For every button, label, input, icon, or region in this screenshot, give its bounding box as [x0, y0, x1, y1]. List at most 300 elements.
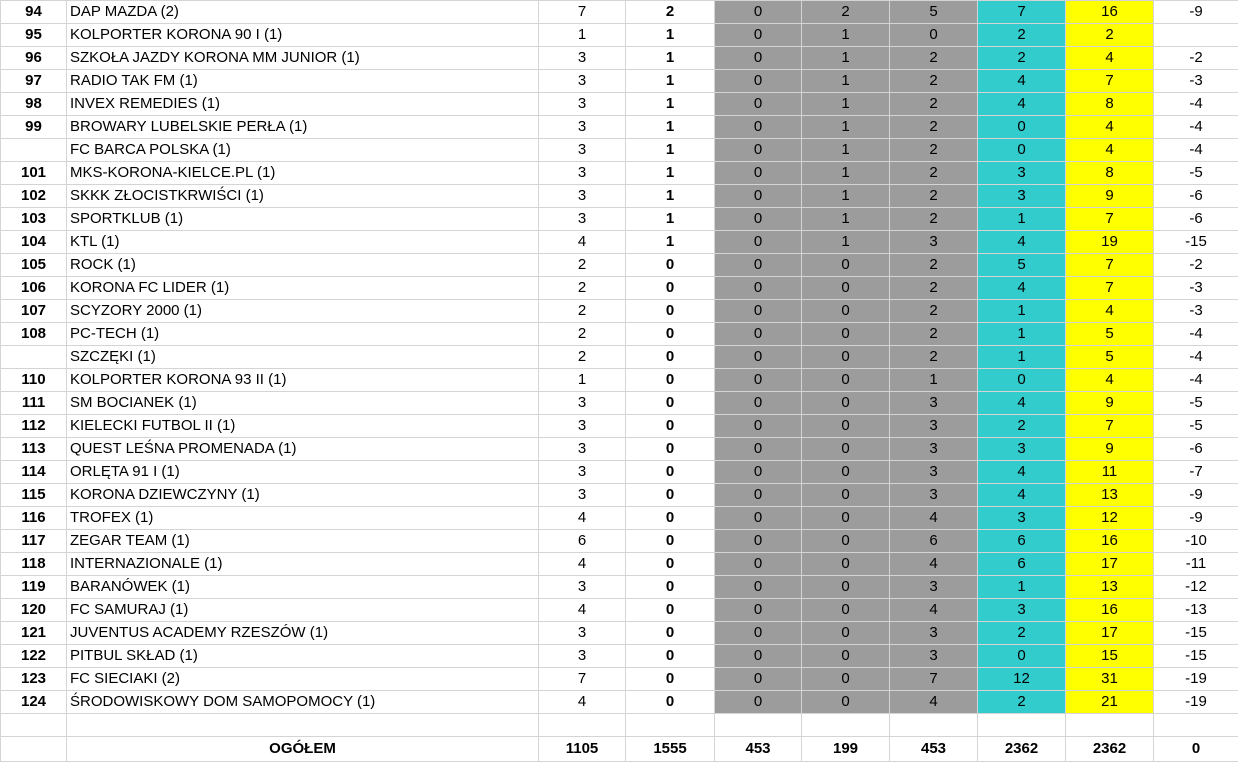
goals-for-cell[interactable]: 1 [978, 576, 1066, 599]
goal-difference-cell[interactable]: -13 [1154, 599, 1238, 622]
losses-cell[interactable]: 2 [890, 70, 978, 93]
goals-for-cell[interactable]: 4 [978, 93, 1066, 116]
goals-against-cell[interactable]: 7 [1066, 208, 1154, 231]
losses-cell[interactable]: 6 [890, 530, 978, 553]
wins-cell[interactable]: 0 [715, 599, 802, 622]
team-name-cell[interactable]: KIELECKI FUTBOL II (1) [67, 415, 539, 438]
points-cell[interactable]: 1 [626, 185, 715, 208]
wins-cell[interactable]: 0 [715, 438, 802, 461]
rank-cell[interactable] [1, 346, 67, 369]
cell-empty[interactable] [1, 714, 67, 737]
played-cell[interactable]: 1 [539, 24, 626, 47]
goal-difference-cell[interactable]: -4 [1154, 323, 1238, 346]
goals-for-cell[interactable]: 6 [978, 553, 1066, 576]
played-cell[interactable]: 3 [539, 93, 626, 116]
team-name-cell[interactable]: ZEGAR TEAM (1) [67, 530, 539, 553]
rank-cell[interactable]: 124 [1, 691, 67, 714]
played-cell[interactable]: 7 [539, 1, 626, 24]
goals-against-cell[interactable]: 17 [1066, 622, 1154, 645]
goal-difference-cell[interactable] [1154, 24, 1238, 47]
draws-cell[interactable]: 1 [802, 139, 890, 162]
goals-for-cell[interactable]: 3 [978, 438, 1066, 461]
draws-cell[interactable]: 0 [802, 484, 890, 507]
goal-difference-cell[interactable]: -19 [1154, 691, 1238, 714]
goals-against-cell[interactable]: 9 [1066, 392, 1154, 415]
rank-cell[interactable]: 107 [1, 300, 67, 323]
goal-difference-cell[interactable]: -6 [1154, 185, 1238, 208]
total-goals-for[interactable]: 2362 [978, 737, 1066, 762]
team-name-cell[interactable]: SCYZORY 2000 (1) [67, 300, 539, 323]
played-cell[interactable]: 2 [539, 346, 626, 369]
played-cell[interactable]: 3 [539, 484, 626, 507]
wins-cell[interactable]: 0 [715, 24, 802, 47]
losses-cell[interactable]: 3 [890, 576, 978, 599]
goals-against-cell[interactable]: 4 [1066, 116, 1154, 139]
total-losses[interactable]: 453 [890, 737, 978, 762]
goals-against-cell[interactable]: 4 [1066, 47, 1154, 70]
played-cell[interactable]: 3 [539, 47, 626, 70]
rank-cell[interactable]: 117 [1, 530, 67, 553]
wins-cell[interactable]: 0 [715, 1, 802, 24]
goal-difference-cell[interactable]: -6 [1154, 208, 1238, 231]
draws-cell[interactable]: 0 [802, 668, 890, 691]
goal-difference-cell[interactable]: -5 [1154, 392, 1238, 415]
rank-cell[interactable]: 111 [1, 392, 67, 415]
goals-for-cell[interactable]: 2 [978, 415, 1066, 438]
points-cell[interactable]: 1 [626, 24, 715, 47]
played-cell[interactable]: 3 [539, 70, 626, 93]
rank-cell[interactable]: 97 [1, 70, 67, 93]
points-cell[interactable]: 0 [626, 599, 715, 622]
rank-cell[interactable]: 112 [1, 415, 67, 438]
wins-cell[interactable]: 0 [715, 208, 802, 231]
draws-cell[interactable]: 1 [802, 231, 890, 254]
wins-cell[interactable]: 0 [715, 461, 802, 484]
played-cell[interactable]: 3 [539, 139, 626, 162]
goals-for-cell[interactable]: 3 [978, 162, 1066, 185]
losses-cell[interactable]: 2 [890, 346, 978, 369]
team-name-cell[interactable]: PITBUL SKŁAD (1) [67, 645, 539, 668]
draws-cell[interactable]: 0 [802, 507, 890, 530]
totals-label[interactable]: OGÓŁEM [67, 737, 539, 762]
team-name-cell[interactable]: SZCZĘKI (1) [67, 346, 539, 369]
goals-for-cell[interactable]: 0 [978, 369, 1066, 392]
rank-cell[interactable]: 114 [1, 461, 67, 484]
draws-cell[interactable]: 0 [802, 277, 890, 300]
team-name-cell[interactable]: ŚRODOWISKOWY DOM SAMOPOMOCY (1) [67, 691, 539, 714]
goals-against-cell[interactable]: 8 [1066, 93, 1154, 116]
goals-against-cell[interactable]: 16 [1066, 599, 1154, 622]
played-cell[interactable]: 2 [539, 254, 626, 277]
wins-cell[interactable]: 0 [715, 47, 802, 70]
losses-cell[interactable]: 7 [890, 668, 978, 691]
wins-cell[interactable]: 0 [715, 691, 802, 714]
wins-cell[interactable]: 0 [715, 162, 802, 185]
team-name-cell[interactable]: KTL (1) [67, 231, 539, 254]
played-cell[interactable]: 3 [539, 576, 626, 599]
played-cell[interactable]: 2 [539, 300, 626, 323]
wins-cell[interactable]: 0 [715, 300, 802, 323]
rank-cell[interactable]: 120 [1, 599, 67, 622]
wins-cell[interactable]: 0 [715, 346, 802, 369]
losses-cell[interactable]: 3 [890, 484, 978, 507]
losses-cell[interactable]: 2 [890, 185, 978, 208]
losses-cell[interactable]: 2 [890, 162, 978, 185]
losses-cell[interactable]: 2 [890, 139, 978, 162]
goals-for-cell[interactable]: 4 [978, 461, 1066, 484]
goals-for-cell[interactable]: 4 [978, 277, 1066, 300]
played-cell[interactable]: 3 [539, 415, 626, 438]
losses-cell[interactable]: 3 [890, 461, 978, 484]
team-name-cell[interactable]: KORONA FC LIDER (1) [67, 277, 539, 300]
rank-cell[interactable]: 108 [1, 323, 67, 346]
rank-cell[interactable]: 106 [1, 277, 67, 300]
draws-cell[interactable]: 1 [802, 185, 890, 208]
losses-cell[interactable]: 4 [890, 691, 978, 714]
wins-cell[interactable]: 0 [715, 392, 802, 415]
goals-for-cell[interactable]: 0 [978, 116, 1066, 139]
goal-difference-cell[interactable]: -9 [1154, 484, 1238, 507]
cell-empty[interactable] [715, 714, 802, 737]
team-name-cell[interactable]: FC SAMURAJ (1) [67, 599, 539, 622]
wins-cell[interactable]: 0 [715, 484, 802, 507]
team-name-cell[interactable]: KOLPORTER KORONA 93 II (1) [67, 369, 539, 392]
goals-for-cell[interactable]: 7 [978, 1, 1066, 24]
goals-against-cell[interactable]: 13 [1066, 484, 1154, 507]
wins-cell[interactable]: 0 [715, 70, 802, 93]
goals-for-cell[interactable]: 2 [978, 47, 1066, 70]
team-name-cell[interactable]: QUEST LEŚNA PROMENADA (1) [67, 438, 539, 461]
goals-against-cell[interactable]: 11 [1066, 461, 1154, 484]
goals-for-cell[interactable]: 3 [978, 507, 1066, 530]
team-name-cell[interactable]: INVEX REMEDIES (1) [67, 93, 539, 116]
points-cell[interactable]: 0 [626, 668, 715, 691]
points-cell[interactable]: 0 [626, 300, 715, 323]
points-cell[interactable]: 0 [626, 553, 715, 576]
goal-difference-cell[interactable]: -4 [1154, 346, 1238, 369]
points-cell[interactable]: 0 [626, 576, 715, 599]
played-cell[interactable]: 3 [539, 208, 626, 231]
draws-cell[interactable]: 0 [802, 392, 890, 415]
rank-cell[interactable]: 121 [1, 622, 67, 645]
goals-against-cell[interactable]: 21 [1066, 691, 1154, 714]
points-cell[interactable]: 0 [626, 323, 715, 346]
team-name-cell[interactable]: TROFEX (1) [67, 507, 539, 530]
draws-cell[interactable]: 0 [802, 461, 890, 484]
total-points[interactable]: 1555 [626, 737, 715, 762]
played-cell[interactable]: 3 [539, 162, 626, 185]
played-cell[interactable]: 2 [539, 277, 626, 300]
points-cell[interactable]: 0 [626, 645, 715, 668]
goals-against-cell[interactable]: 2 [1066, 24, 1154, 47]
losses-cell[interactable]: 3 [890, 645, 978, 668]
played-cell[interactable]: 3 [539, 622, 626, 645]
team-name-cell[interactable]: INTERNAZIONALE (1) [67, 553, 539, 576]
goal-difference-cell[interactable]: -15 [1154, 645, 1238, 668]
points-cell[interactable]: 0 [626, 484, 715, 507]
cell-empty[interactable] [802, 714, 890, 737]
team-name-cell[interactable]: SM BOCIANEK (1) [67, 392, 539, 415]
team-name-cell[interactable]: ORLĘTA 91 I (1) [67, 461, 539, 484]
losses-cell[interactable]: 4 [890, 553, 978, 576]
played-cell[interactable]: 4 [539, 691, 626, 714]
goals-against-cell[interactable]: 4 [1066, 139, 1154, 162]
rank-cell[interactable] [1, 139, 67, 162]
points-cell[interactable]: 1 [626, 47, 715, 70]
wins-cell[interactable]: 0 [715, 553, 802, 576]
team-name-cell[interactable]: JUVENTUS ACADEMY RZESZÓW (1) [67, 622, 539, 645]
losses-cell[interactable]: 2 [890, 208, 978, 231]
rank-cell[interactable]: 118 [1, 553, 67, 576]
draws-cell[interactable]: 0 [802, 323, 890, 346]
wins-cell[interactable]: 0 [715, 254, 802, 277]
points-cell[interactable]: 0 [626, 415, 715, 438]
goals-against-cell[interactable]: 4 [1066, 300, 1154, 323]
total-goal-difference[interactable]: 0 [1154, 737, 1238, 762]
goals-for-cell[interactable]: 0 [978, 139, 1066, 162]
goals-against-cell[interactable]: 8 [1066, 162, 1154, 185]
goals-for-cell[interactable]: 2 [978, 691, 1066, 714]
losses-cell[interactable]: 3 [890, 415, 978, 438]
wins-cell[interactable]: 0 [715, 576, 802, 599]
goal-difference-cell[interactable]: -4 [1154, 369, 1238, 392]
draws-cell[interactable]: 2 [802, 1, 890, 24]
team-name-cell[interactable]: ROCK (1) [67, 254, 539, 277]
goal-difference-cell[interactable]: -6 [1154, 438, 1238, 461]
goals-against-cell[interactable]: 31 [1066, 668, 1154, 691]
goals-against-cell[interactable]: 7 [1066, 415, 1154, 438]
points-cell[interactable]: 0 [626, 346, 715, 369]
rank-cell[interactable]: 122 [1, 645, 67, 668]
goals-against-cell[interactable]: 5 [1066, 323, 1154, 346]
total-goals-against[interactable]: 2362 [1066, 737, 1154, 762]
points-cell[interactable]: 1 [626, 70, 715, 93]
draws-cell[interactable]: 0 [802, 553, 890, 576]
draws-cell[interactable]: 1 [802, 24, 890, 47]
team-name-cell[interactable]: FC BARCA POLSKA (1) [67, 139, 539, 162]
draws-cell[interactable]: 0 [802, 254, 890, 277]
goals-for-cell[interactable]: 1 [978, 208, 1066, 231]
draws-cell[interactable]: 0 [802, 622, 890, 645]
draws-cell[interactable]: 0 [802, 415, 890, 438]
wins-cell[interactable]: 0 [715, 645, 802, 668]
played-cell[interactable]: 4 [539, 231, 626, 254]
goal-difference-cell[interactable]: -2 [1154, 47, 1238, 70]
cell-empty[interactable] [626, 714, 715, 737]
team-name-cell[interactable]: MKS-KORONA-KIELCE.PL (1) [67, 162, 539, 185]
points-cell[interactable]: 0 [626, 438, 715, 461]
goals-for-cell[interactable]: 4 [978, 484, 1066, 507]
goals-for-cell[interactable]: 3 [978, 185, 1066, 208]
losses-cell[interactable]: 2 [890, 300, 978, 323]
rank-cell[interactable]: 98 [1, 93, 67, 116]
rank-cell[interactable]: 113 [1, 438, 67, 461]
draws-cell[interactable]: 0 [802, 438, 890, 461]
cell-empty[interactable] [67, 714, 539, 737]
rank-cell[interactable]: 99 [1, 116, 67, 139]
goal-difference-cell[interactable]: -5 [1154, 162, 1238, 185]
points-cell[interactable]: 1 [626, 139, 715, 162]
rank-cell[interactable]: 116 [1, 507, 67, 530]
draws-cell[interactable]: 1 [802, 47, 890, 70]
draws-cell[interactable]: 1 [802, 70, 890, 93]
team-name-cell[interactable]: BROWARY LUBELSKIE PERŁA (1) [67, 116, 539, 139]
points-cell[interactable]: 1 [626, 231, 715, 254]
draws-cell[interactable]: 0 [802, 300, 890, 323]
rank-cell[interactable]: 101 [1, 162, 67, 185]
played-cell[interactable]: 7 [539, 668, 626, 691]
goals-for-cell[interactable]: 5 [978, 254, 1066, 277]
cell-empty[interactable] [978, 714, 1066, 737]
wins-cell[interactable]: 0 [715, 507, 802, 530]
wins-cell[interactable]: 0 [715, 668, 802, 691]
total-wins[interactable]: 453 [715, 737, 802, 762]
goal-difference-cell[interactable]: -3 [1154, 70, 1238, 93]
goals-for-cell[interactable]: 4 [978, 392, 1066, 415]
losses-cell[interactable]: 1 [890, 369, 978, 392]
goals-for-cell[interactable]: 1 [978, 323, 1066, 346]
team-name-cell[interactable]: PC-TECH (1) [67, 323, 539, 346]
goals-for-cell[interactable]: 0 [978, 645, 1066, 668]
losses-cell[interactable]: 3 [890, 231, 978, 254]
goal-difference-cell[interactable]: -3 [1154, 300, 1238, 323]
played-cell[interactable]: 3 [539, 438, 626, 461]
goals-against-cell[interactable]: 16 [1066, 530, 1154, 553]
points-cell[interactable]: 1 [626, 162, 715, 185]
points-cell[interactable]: 1 [626, 208, 715, 231]
draws-cell[interactable]: 0 [802, 576, 890, 599]
team-name-cell[interactable]: BARANÓWEK (1) [67, 576, 539, 599]
goals-against-cell[interactable]: 7 [1066, 254, 1154, 277]
rank-cell[interactable]: 95 [1, 24, 67, 47]
wins-cell[interactable]: 0 [715, 415, 802, 438]
team-name-cell[interactable]: DAP MAZDA (2) [67, 1, 539, 24]
points-cell[interactable]: 1 [626, 116, 715, 139]
goals-against-cell[interactable]: 5 [1066, 346, 1154, 369]
goals-against-cell[interactable]: 7 [1066, 70, 1154, 93]
played-cell[interactable]: 6 [539, 530, 626, 553]
goal-difference-cell[interactable]: -4 [1154, 139, 1238, 162]
goal-difference-cell[interactable]: -7 [1154, 461, 1238, 484]
wins-cell[interactable]: 0 [715, 369, 802, 392]
draws-cell[interactable]: 0 [802, 346, 890, 369]
rank-cell[interactable]: 102 [1, 185, 67, 208]
team-name-cell[interactable]: KOLPORTER KORONA 90 I (1) [67, 24, 539, 47]
goal-difference-cell[interactable]: -19 [1154, 668, 1238, 691]
team-name-cell[interactable]: KORONA DZIEWCZYNY (1) [67, 484, 539, 507]
draws-cell[interactable]: 1 [802, 162, 890, 185]
losses-cell[interactable]: 2 [890, 116, 978, 139]
losses-cell[interactable]: 2 [890, 277, 978, 300]
team-name-cell[interactable]: RADIO TAK FM (1) [67, 70, 539, 93]
draws-cell[interactable]: 1 [802, 93, 890, 116]
played-cell[interactable]: 3 [539, 392, 626, 415]
goals-against-cell[interactable]: 19 [1066, 231, 1154, 254]
wins-cell[interactable]: 0 [715, 93, 802, 116]
goals-against-cell[interactable]: 15 [1066, 645, 1154, 668]
goal-difference-cell[interactable]: -3 [1154, 277, 1238, 300]
goals-for-cell[interactable]: 1 [978, 300, 1066, 323]
draws-cell[interactable]: 0 [802, 530, 890, 553]
goals-for-cell[interactable]: 6 [978, 530, 1066, 553]
losses-cell[interactable]: 2 [890, 323, 978, 346]
played-cell[interactable]: 4 [539, 599, 626, 622]
goals-against-cell[interactable]: 9 [1066, 185, 1154, 208]
goals-for-cell[interactable]: 4 [978, 231, 1066, 254]
goal-difference-cell[interactable]: -11 [1154, 553, 1238, 576]
played-cell[interactable]: 3 [539, 116, 626, 139]
goals-for-cell[interactable]: 12 [978, 668, 1066, 691]
losses-cell[interactable]: 3 [890, 622, 978, 645]
losses-cell[interactable]: 2 [890, 93, 978, 116]
points-cell[interactable]: 0 [626, 622, 715, 645]
goal-difference-cell[interactable]: -12 [1154, 576, 1238, 599]
goals-for-cell[interactable]: 4 [978, 70, 1066, 93]
wins-cell[interactable]: 0 [715, 323, 802, 346]
rank-cell[interactable]: 123 [1, 668, 67, 691]
points-cell[interactable]: 0 [626, 277, 715, 300]
losses-cell[interactable]: 3 [890, 438, 978, 461]
cell-empty[interactable] [539, 714, 626, 737]
draws-cell[interactable]: 1 [802, 208, 890, 231]
losses-cell[interactable]: 4 [890, 599, 978, 622]
draws-cell[interactable]: 0 [802, 369, 890, 392]
goal-difference-cell[interactable]: -10 [1154, 530, 1238, 553]
total-draws[interactable]: 199 [802, 737, 890, 762]
played-cell[interactable]: 4 [539, 507, 626, 530]
goals-against-cell[interactable]: 4 [1066, 369, 1154, 392]
rank-cell[interactable]: 96 [1, 47, 67, 70]
points-cell[interactable]: 0 [626, 392, 715, 415]
goal-difference-cell[interactable]: -4 [1154, 93, 1238, 116]
goals-for-cell[interactable]: 2 [978, 622, 1066, 645]
goal-difference-cell[interactable]: -15 [1154, 622, 1238, 645]
rank-cell[interactable]: 115 [1, 484, 67, 507]
rank-cell[interactable]: 105 [1, 254, 67, 277]
wins-cell[interactable]: 0 [715, 185, 802, 208]
wins-cell[interactable]: 0 [715, 231, 802, 254]
goals-against-cell[interactable]: 12 [1066, 507, 1154, 530]
goal-difference-cell[interactable]: -5 [1154, 415, 1238, 438]
draws-cell[interactable]: 0 [802, 599, 890, 622]
draws-cell[interactable]: 0 [802, 645, 890, 668]
goals-for-cell[interactable]: 2 [978, 24, 1066, 47]
goal-difference-cell[interactable]: -2 [1154, 254, 1238, 277]
played-cell[interactable]: 1 [539, 369, 626, 392]
points-cell[interactable]: 0 [626, 530, 715, 553]
played-cell[interactable]: 3 [539, 461, 626, 484]
points-cell[interactable]: 0 [626, 691, 715, 714]
points-cell[interactable]: 0 [626, 461, 715, 484]
played-cell[interactable]: 2 [539, 323, 626, 346]
points-cell[interactable]: 1 [626, 93, 715, 116]
cell-empty[interactable] [1154, 714, 1238, 737]
wins-cell[interactable]: 0 [715, 622, 802, 645]
wins-cell[interactable]: 0 [715, 277, 802, 300]
goals-against-cell[interactable]: 16 [1066, 1, 1154, 24]
goals-against-cell[interactable]: 9 [1066, 438, 1154, 461]
wins-cell[interactable]: 0 [715, 116, 802, 139]
cell-empty[interactable] [890, 714, 978, 737]
rank-cell[interactable]: 94 [1, 1, 67, 24]
losses-cell[interactable]: 4 [890, 507, 978, 530]
points-cell[interactable]: 0 [626, 254, 715, 277]
cell-empty[interactable] [1066, 714, 1154, 737]
goal-difference-cell[interactable]: -15 [1154, 231, 1238, 254]
total-played[interactable]: 1105 [539, 737, 626, 762]
goals-against-cell[interactable]: 17 [1066, 553, 1154, 576]
losses-cell[interactable]: 2 [890, 254, 978, 277]
